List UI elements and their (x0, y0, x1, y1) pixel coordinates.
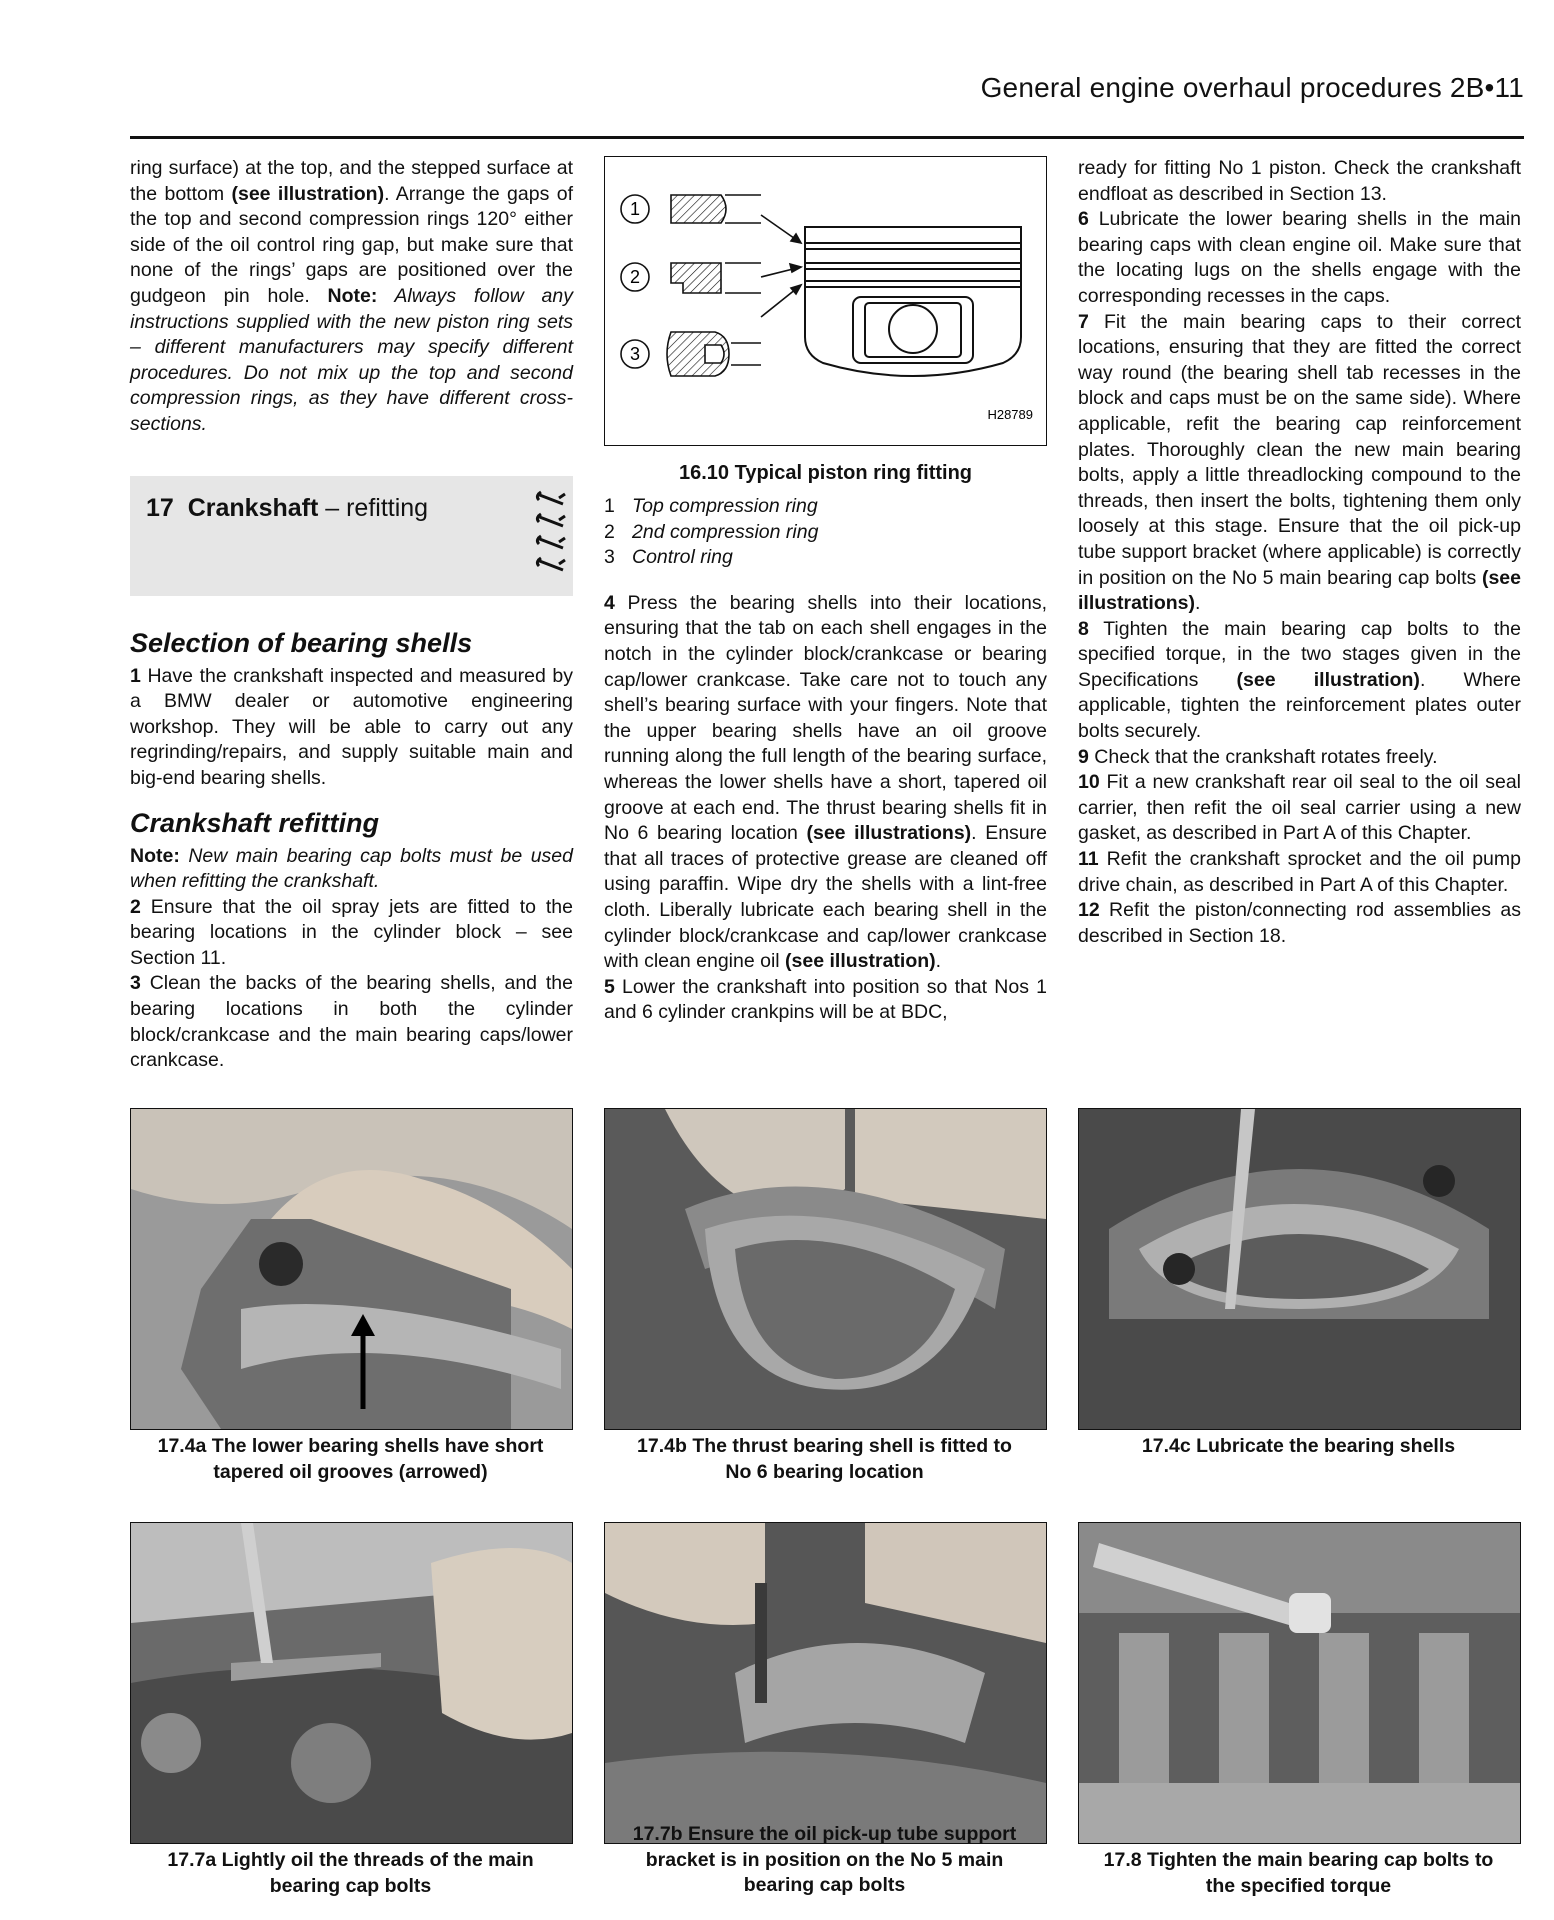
photo-caption-17-4c: 17.4c Lubricate the bearing shells (1141, 1435, 1456, 1457)
paragraph-2: 2 Ensure that the oil spray jets are fitted to the bearing locations in the cylinder block – see Section 11. (130, 895, 573, 969)
subheading-selection: Selection of bearing shells (130, 627, 473, 658)
callout-2-label: 2 (629, 267, 641, 287)
photo-17-4c (1078, 1108, 1521, 1430)
paragraph-3: 3 Clean the backs of the bearing shells, and the bearing locations in both the cylinder block/crankcase and the main bearing caps/lower crankcase. (130, 972, 573, 1072)
paragraph-5: 5 Lower the crankshaft into position so that Nos 1 and 6 cylinder crankpins will be at BDC, (604, 975, 1047, 1024)
photo-caption-17-4a: 17.4a The lower bearing shells have short tapered oil grooves (arrowed) (157, 1435, 544, 1483)
figure-code: H28789 (987, 407, 1033, 422)
photo-17-7a (130, 1522, 573, 1844)
note: Note: New main bearing cap bolts must be used when refitting the crankshaft. (130, 844, 573, 893)
section-heading: 17 Crankshaft – refitting (146, 493, 429, 522)
paragraph-10: 10 Fit a new crankshaft rear oil seal to the oil seal carrier, then refit the oil seal carrier using a new gasket, as described in Part A of this Chapter. (1078, 771, 1521, 845)
paragraph-4: 4 Press the bearing shells into their locations, ensuring that the tab on each shell engages in the notch in the cylinder block/crankcase or bearing cap/lower crankcase. Take care not to touch any shell’s bearing surface with your fingers. Note that the upper bearing shells have an oil groove running along the full length of the bearing surface, whereas the lower shells have a short, tapered oil groove at each end. The thrust bearing shells fit in No 6 bearing location (see illustrations). Ensure that all traces of protective grease are cleaned off using paraffin. Wipe dry the shells with a lint-free cloth. Liberally lubricate each bearing shell in the cylinder block/crankcase and cap/lower crankcase with clean engine oil (see illustration). (604, 591, 1047, 973)
photo-caption-17-7a: 17.7a Lightly oil the threads of the main bearing cap bolts (167, 1849, 534, 1897)
callout-3-label: 3 (629, 344, 641, 364)
page-title: General engine overhaul procedures 2B•11 (980, 72, 1524, 103)
text-column-1 (130, 156, 573, 1074)
paragraph-7: 7 Fit the main bearing caps to their correct locations, ensuring that they are fitted the correct way round (the bearing shell tab recesses in the block and caps must be on the same side). Where applicable, refit the bearing cap reinforcement plates. Thoroughly clean the new main bearing bolts, apply a little threadlocking compound to the threads, then insert the bolts, tightening them only loosely at this stage. Ensure that the oil pick-up tube support bracket (where applicable) is correctly in position on the No 5 main bearing cap bolts (see illustrations). (1078, 310, 1521, 615)
paragraph-9: 9 Check that the crankshaft rotates freely. (1078, 745, 1438, 768)
text-column-3 (1078, 156, 1521, 949)
section-heading-box (130, 476, 573, 596)
paragraph-12: 12 Refit the piston/connecting rod assemblies as described in Section 18. (1078, 899, 1521, 947)
photo-17-4a (130, 1108, 573, 1430)
paragraph-intro: ring surface) at the top, and the stepped surface at the bottom (see illustration). Arrange the gaps of the top and second compression rings 120° either side of the oil control ring gap, but make sure that none of the rings’ gaps are positioned over the gudgeon pin hole. Note: Always follow any instructions supplied with the new piston ring sets – different manufacturers may specify different procedures. Do not mix up the top and second compression rings, as they have different cross-sections. (130, 157, 573, 435)
figure-legend (604, 494, 1047, 571)
paragraph-11: 11 Refit the crankshaft sprocket and the oil pump drive chain, as described in Part A of this Chapter. (1078, 848, 1521, 896)
piston-ring-diagram (605, 157, 1045, 442)
difficulty-wrench-icon (533, 486, 567, 586)
paragraph-1: 1 Have the crankshaft inspected and measured by a BMW dealer or automotive engineering workshop. They will be able to carry out any regrinding/repairs, and supply suitable main and big-end bearing shells. (130, 664, 573, 789)
page-header (130, 68, 1524, 139)
photo-caption-17-8: 17.8 Tighten the main bearing cap bolts to the specified torque (1103, 1849, 1494, 1897)
photo-17-8 (1078, 1522, 1521, 1844)
paragraph-5-continued: ready for fitting No 1 piston. Check the crankshaft endfloat as described in Section 13. (1078, 157, 1521, 205)
legend-item: 3 Control ring (604, 546, 733, 569)
paragraph-6: 6 Lubricate the lower bearing shells in the main bearing caps with clean engine oil. Make sure that the locating lugs on the shells engage with the corresponding recesses in the caps. (1078, 208, 1521, 307)
photo-caption-17-7b: 17.7b Ensure the oil pick-up tube support bracket is in position on the No 5 main bearing cap bolts (632, 1823, 1017, 1897)
photo-17-4b (604, 1108, 1047, 1430)
piston-ring-figure (604, 156, 1047, 446)
photo-17-7b (604, 1522, 1047, 1844)
legend-item: 2 2nd compression ring (604, 520, 819, 543)
subheading-refitting: Crankshaft refitting (130, 807, 380, 838)
paragraph-8: 8 Tighten the main bearing cap bolts to the specified torque, in the two stages given in the Specifications (see illustration). Where applicable, tighten the reinforcement plates outer bolts securely. (1078, 617, 1521, 743)
figure-caption: 16.10 Typical piston ring fitting (679, 462, 972, 484)
legend-item: 1 Top compression ring (604, 495, 818, 517)
callout-1-label: 1 (629, 199, 641, 219)
text-column-2 (604, 156, 1047, 1026)
photo-caption-17-4b: 17.4b The thrust bearing shell is fitted to No 6 bearing location (637, 1435, 1012, 1483)
